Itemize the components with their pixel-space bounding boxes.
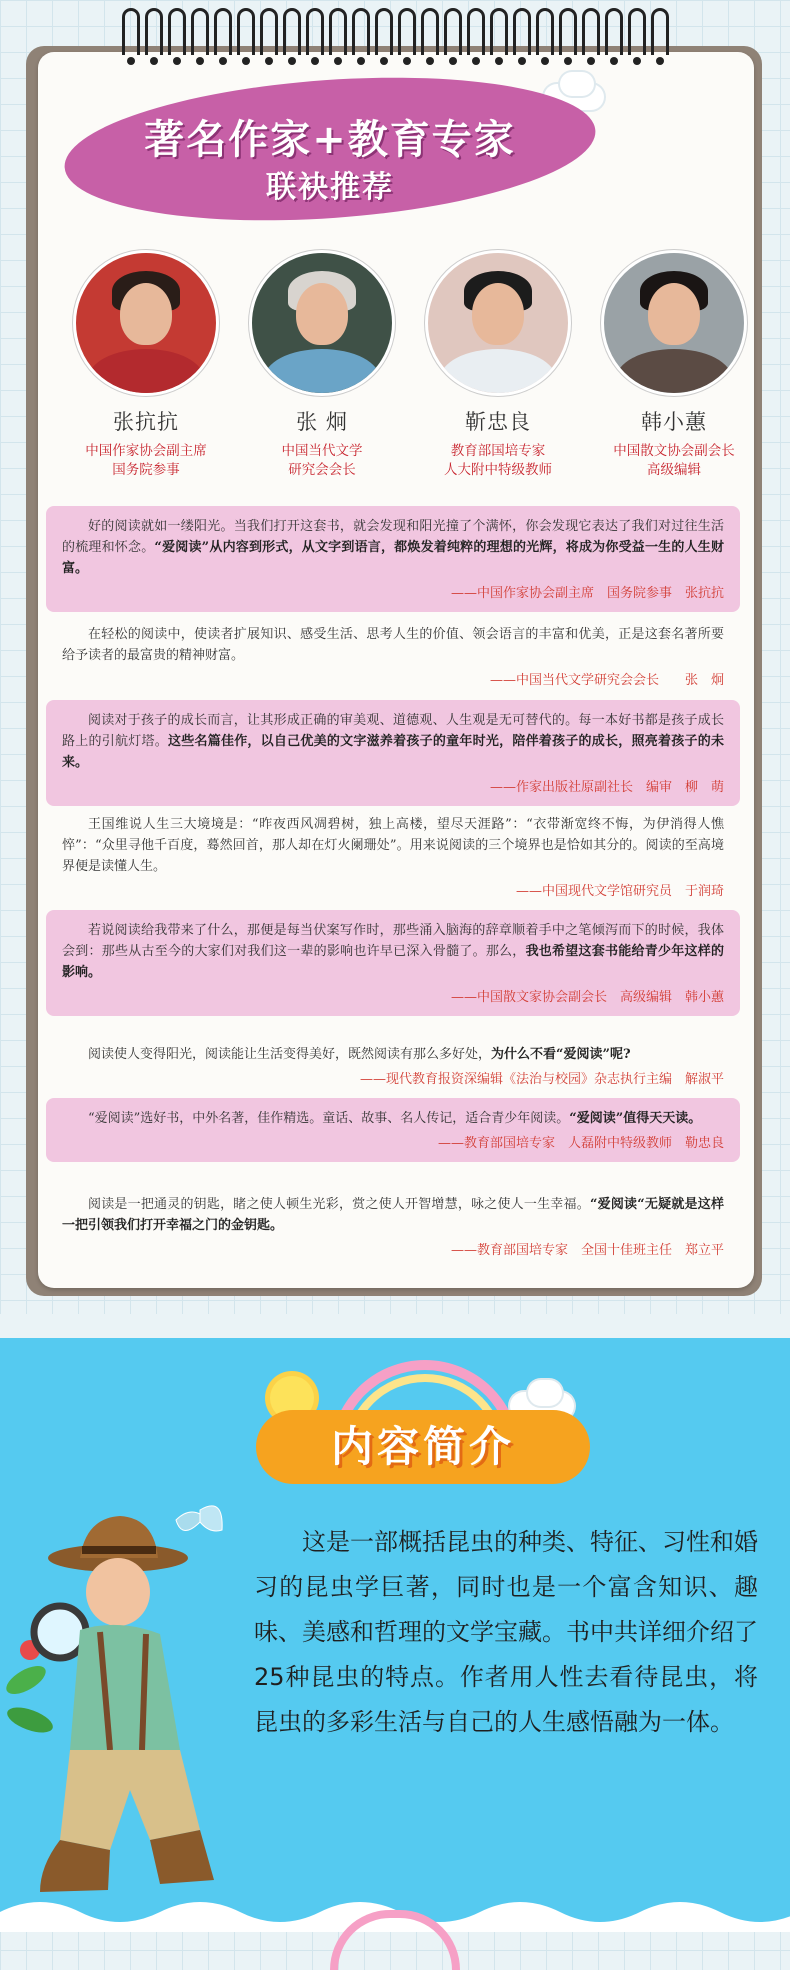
quote-text <box>62 1194 724 1236</box>
avatar <box>249 250 395 396</box>
intro-text: 这是一部概括昆虫的种类、特征、习性和婚习的昆虫学巨著，同时也是一个富含知识、趣味、美感和哲理的文学宝藏。书中共详细介绍了25种昆虫的特点。作者用人性去看待昆虫，将昆虫的多彩生活与自己的人生感悟融为一体。 <box>254 1528 758 1736</box>
avatar <box>425 250 571 396</box>
quote-text <box>62 710 724 773</box>
quote-text-plain: 在轻松的阅读中，使读者扩展知识、感受生活、思考人生的价值、领会语言的丰富和优美，正是这套名著所要给予读者的最富贵的精神财富。 <box>62 627 724 663</box>
binding-ring <box>490 8 508 55</box>
quote-signature: ——作家出版社原副社长 编审 柳 萌 <box>489 780 724 795</box>
binding-ring <box>467 8 485 55</box>
intro-heading: 内容简介 <box>330 1422 515 1471</box>
quote-text <box>62 1044 724 1065</box>
binding-ring <box>145 8 163 55</box>
quote-text <box>62 920 724 983</box>
quote-block <box>46 506 740 612</box>
binding-ring <box>214 8 232 55</box>
binding-ring <box>260 8 278 55</box>
binding-ring <box>536 8 554 55</box>
quote-text <box>62 1108 724 1129</box>
avatar <box>601 250 747 396</box>
binding-ring <box>122 8 140 55</box>
expert-title: 中国当代文学 <box>281 443 363 459</box>
binding-ring <box>582 8 600 55</box>
expert-card <box>234 250 410 480</box>
quote-text <box>62 624 724 666</box>
binding-ring <box>329 8 347 55</box>
quote-block <box>46 614 740 699</box>
grid-strip <box>0 1314 790 1338</box>
quote-text <box>62 814 724 877</box>
binding-ring <box>605 8 623 55</box>
expert-title: 国务院参事 <box>112 462 180 478</box>
expert-name: 靳忠良 <box>465 410 531 434</box>
quote-block <box>46 910 740 1016</box>
expert-title: 教育部国培专家 <box>450 443 546 459</box>
binding-ring <box>237 8 255 55</box>
quote-signature: ——中国作家协会副主席 国务院参事 张抗抗 <box>450 586 724 601</box>
expert-title: 中国散文协会副会长 <box>613 443 735 459</box>
avatar-body <box>264 349 380 396</box>
quote-text-plain: 王国维说人生三大境境是：“昨夜西风凋碧树，独上高楼，望尽天涯路”：“衣带渐宽终不悔，为伊消得人憔悴”：“众里寻他千百度，蓦然回首，那人却在灯火阑珊处”。用来说阅读的三个境界也是恰如其分的。阅读的至高境界便是读懂人生。 <box>62 817 724 874</box>
cloud-icon <box>528 1380 562 1406</box>
quote-text-plain: 阅读使人变得阳光，阅读能让生活变得美好，既然阅读有那么多好处， <box>88 1047 492 1062</box>
quote-text-bold: “爱阅读”从内容到形式，从文字到语言，都焕发着纯粹的理想的光辉，将成为你受益一生的人生财富。 <box>62 540 724 576</box>
expert-card <box>586 250 762 480</box>
expert-title: 人大附中特级教师 <box>444 462 552 478</box>
binding-ring <box>559 8 577 55</box>
binding-ring <box>444 8 462 55</box>
explorer-illustration <box>0 1500 250 1920</box>
quote-text-plain: 阅读对于孩子的成长而言，让其形成正确的审美观、道德观、人生观是无可替代的。每一本好书都是孩子成长路上的引航灯塔。 <box>62 713 724 749</box>
avatar-face <box>120 283 172 345</box>
expert-card <box>410 250 586 480</box>
binding-ring <box>352 8 370 55</box>
expert-name: 韩小蕙 <box>641 410 707 434</box>
cloud-icon <box>560 72 594 96</box>
quote-signature: ——中国当代文学研究会会长 张 炯 <box>489 673 724 688</box>
avatar-face <box>472 283 524 345</box>
quote-signature: ——中国现代文学馆研究员 于润琦 <box>515 884 724 899</box>
avatar-body <box>88 349 204 396</box>
avatar <box>73 250 219 396</box>
avatar-body <box>440 349 556 396</box>
quote-text-bold: “爱阅读”值得天天读。 <box>569 1111 702 1126</box>
quote-text-plain: 阅读是一把通灵的钥匙，睹之使人顿生光彩，赏之使人开智增慧，咏之使人一生幸福。 <box>88 1197 590 1212</box>
avatar-body <box>616 349 732 396</box>
binding-ring <box>306 8 324 55</box>
quote-signature: ——现代教育报资深编辑《法治与校园》杂志执行主编 解淑平 <box>359 1072 724 1087</box>
expert-card <box>58 250 234 480</box>
quote-text-bold: 这些名篇佳作，以自己优美的文字滋养着孩子的童年时光，陪伴着孩子的成长，照亮着孩子的未来。 <box>62 734 724 770</box>
binding-ring <box>375 8 393 55</box>
avatar-face <box>648 283 700 345</box>
quote-signature: ——教育部国培专家 人磊附中特级教师 勒忠良 <box>437 1136 724 1151</box>
avatar-face <box>296 283 348 345</box>
quote-block <box>46 804 740 910</box>
quote-text-bold: 为什么不看“爱阅读”呢? <box>491 1047 631 1062</box>
quote-signature: ——教育部国培专家 全国十佳班主任 郑立平 <box>450 1243 724 1258</box>
quote-text-bold: 我也希望这套书能给青少年这样的影响。 <box>62 944 724 980</box>
quote-text-plain: 若说阅读给我带来了什么，那便是每当伏案写作时，那些涌入脑海的辞章顺着手中之笔倾泻而下的时候，我体会到：那些从古至今的大家们对我们这一辈的影响也许早已深入骨髓了。那么， <box>62 923 724 959</box>
binding-ring <box>628 8 646 55</box>
quote-block <box>46 1184 740 1269</box>
page-title: 著名作家+教育专家 <box>144 117 516 163</box>
page-subtitle: 联袂推荐 <box>266 170 394 205</box>
expert-title: 高级编辑 <box>647 462 701 478</box>
quote-block <box>46 700 740 806</box>
binding-ring <box>651 8 669 55</box>
binding-ring <box>421 8 439 55</box>
expert-name: 张 炯 <box>296 410 348 434</box>
binding-ring <box>191 8 209 55</box>
binding-ring <box>283 8 301 55</box>
quote-signature: ——中国散文家协会副会长 高级编辑 韩小蕙 <box>450 990 724 1005</box>
quote-text-plain: “爱阅读”选好书，中外名著，佳作精选。童话、故事、名人传记，适合青少年阅读。 <box>88 1111 570 1126</box>
quote-text-plain: 好的阅读就如一缕阳光。当我们打开这套书，就会发现和阳光撞了个满怀，你会发现它表达了我们对过往生活的梳理和怀念。 <box>62 519 724 555</box>
quote-block <box>46 1098 740 1162</box>
binding-ring <box>168 8 186 55</box>
quote-text <box>62 516 724 579</box>
quote-block <box>46 1034 740 1098</box>
spiral-binding <box>0 8 790 70</box>
quote-text-bold: “爱阅读“无疑就是这样一把引领我们打开幸福之门的金钥匙。 <box>62 1197 724 1233</box>
expert-title: 中国作家协会副主席 <box>85 443 207 459</box>
binding-ring <box>398 8 416 55</box>
binding-ring <box>513 8 531 55</box>
expert-name: 张抗抗 <box>113 410 179 434</box>
expert-title: 研究会会长 <box>288 462 356 478</box>
